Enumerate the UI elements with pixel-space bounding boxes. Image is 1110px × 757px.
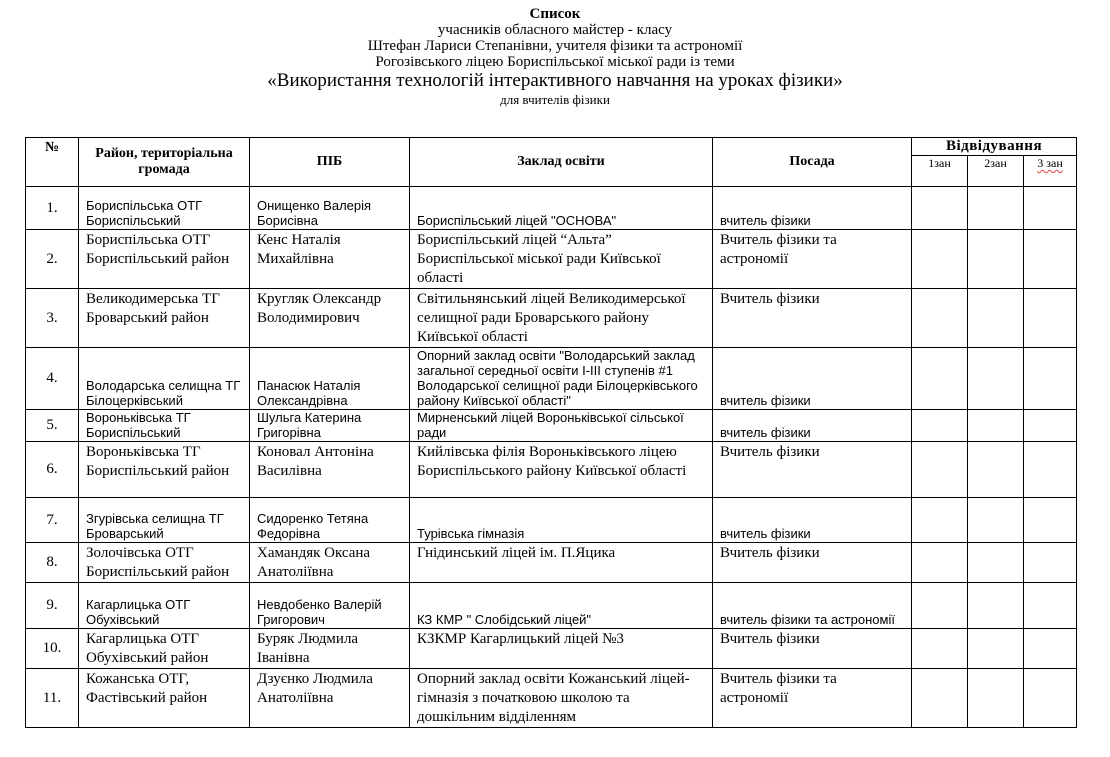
attendance-cell-session-1[interactable] — [912, 442, 968, 498]
cell-position: Вчитель фізики — [713, 289, 912, 348]
attendance-cell-session-3[interactable] — [1024, 498, 1077, 543]
cell-position: Вчитель фізики та астрономії — [713, 669, 912, 728]
attendance-cell-session-3[interactable] — [1024, 348, 1077, 410]
cell-district: Бориспільська ОТГ Бориспільський — [79, 187, 250, 230]
cell-district: Згурівська селищна ТГ Броварський — [79, 498, 250, 543]
row-number: 9. — [26, 583, 79, 629]
column-header-session-2: 2зан — [968, 156, 1024, 187]
row-number: 7. — [26, 498, 79, 543]
header-school-line: Рогозівського ліцею Бориспільської міської ради із теми — [375, 54, 735, 70]
cell-name: Хамандяк Оксана Анатоліївна — [250, 543, 410, 583]
cell-position: Вчитель фізики — [713, 442, 912, 498]
attendance-cell-session-3[interactable] — [1024, 442, 1077, 498]
header-topic: «Використання технологій інтерактивного навчання на уроках фізики» — [267, 70, 843, 91]
cell-position: вчитель фізики та астрономії — [713, 583, 912, 629]
cell-district: Кагарлицька ОТГ Обухівський район — [79, 629, 250, 669]
cell-institution: Бориспільський ліцей "ОСНОВА" — [410, 187, 713, 230]
table-row — [26, 543, 1077, 583]
attendance-cell-session-2[interactable] — [968, 289, 1024, 348]
cell-district: Вороньківська ТГ Бориспільський район — [79, 442, 250, 498]
column-header-attendance: Відвідування — [912, 138, 1077, 156]
attendance-cell-session-3[interactable] — [1024, 289, 1077, 348]
participants-table — [25, 137, 1077, 728]
attendance-cell-session-3[interactable] — [1024, 669, 1077, 728]
column-header-session-3: 3 зан — [1024, 156, 1077, 187]
attendance-cell-session-3[interactable] — [1024, 410, 1077, 442]
row-number: 5. — [26, 410, 79, 442]
attendance-cell-session-1[interactable] — [912, 498, 968, 543]
attendance-cell-session-1[interactable] — [912, 289, 968, 348]
cell-institution: Світильнянський ліцей Великодимерської селищної ради Броварського району Київської області — [410, 289, 713, 348]
attendance-cell-session-1[interactable] — [912, 543, 968, 583]
column-header-institution: Заклад освіти — [410, 138, 713, 187]
column-header-district: Район, територіальна громада — [79, 138, 250, 187]
row-number: 6. — [26, 442, 79, 498]
attendance-cell-session-2[interactable] — [968, 543, 1024, 583]
attendance-cell-session-3[interactable] — [1024, 583, 1077, 629]
row-number: 8. — [26, 543, 79, 583]
attendance-cell-session-1[interactable] — [912, 583, 968, 629]
table-row — [26, 669, 1077, 728]
attendance-cell-session-3[interactable] — [1024, 230, 1077, 289]
cell-district: Володарська селищна ТГ Білоцерківський — [79, 348, 250, 410]
cell-position: вчитель фізики — [713, 187, 912, 230]
cell-position: Вчитель фізики — [713, 543, 912, 583]
attendance-cell-session-3[interactable] — [1024, 187, 1077, 230]
cell-institution: КЗ КМР " Слобідський ліцей" — [410, 583, 713, 629]
cell-district: Кожанська ОТГ, Фастівський район — [79, 669, 250, 728]
cell-name: Невдобенко Валерій Григорович — [250, 583, 410, 629]
cell-district: Золочівська ОТГ Бориспільський район — [79, 543, 250, 583]
document-header — [0, 6, 1110, 108]
table-row — [26, 410, 1077, 442]
attendance-cell-session-2[interactable] — [968, 583, 1024, 629]
cell-institution: Турівська гімназія — [410, 498, 713, 543]
column-header-name: ПІБ — [250, 138, 410, 187]
table-row — [26, 348, 1077, 410]
cell-institution: КЗКМР Кагарлицький ліцей №3 — [410, 629, 713, 669]
cell-institution: Бориспільський ліцей “Альта” Бориспільської міської ради Київської області — [410, 230, 713, 289]
cell-position: вчитель фізики — [713, 410, 912, 442]
attendance-cell-session-1[interactable] — [912, 187, 968, 230]
cell-district: Бориспільська ОТГ Бориспільський район — [79, 230, 250, 289]
row-number: 11. — [26, 669, 79, 728]
cell-position: Вчитель фізики та астрономії — [713, 230, 912, 289]
list-title: Список — [529, 6, 581, 22]
column-header-number: № — [26, 138, 79, 187]
cell-name: Сидоренко Тетяна Федорівна — [250, 498, 410, 543]
column-header-position: Посада — [713, 138, 912, 187]
attendance-cell-session-1[interactable] — [912, 669, 968, 728]
cell-institution: Кийлівська філія Вороньківського ліцею Бориспільського району Київської області — [410, 442, 713, 498]
attendance-cell-session-1[interactable] — [912, 348, 968, 410]
cell-position: вчитель фізики — [713, 498, 912, 543]
attendance-cell-session-2[interactable] — [968, 348, 1024, 410]
attendance-cell-session-2[interactable] — [968, 498, 1024, 543]
cell-name: Дзуєнко Людмила Анатоліївна — [250, 669, 410, 728]
attendance-cell-session-1[interactable] — [912, 629, 968, 669]
cell-institution: Опорний заклад освіти Кожанський ліцей-гімназія з початковою школою та дошкільним відділенням — [410, 669, 713, 728]
attendance-cell-session-2[interactable] — [968, 187, 1024, 230]
cell-position: вчитель фізики — [713, 348, 912, 410]
table-row — [26, 187, 1077, 230]
attendance-cell-session-2[interactable] — [968, 410, 1024, 442]
attendance-cell-session-2[interactable] — [968, 442, 1024, 498]
cell-name: Кругляк Олександр Володимирович — [250, 289, 410, 348]
attendance-cell-session-2[interactable] — [968, 669, 1024, 728]
attendance-cell-session-2[interactable] — [968, 230, 1024, 289]
cell-name: Шульга Катерина Григорівна — [250, 410, 410, 442]
table-row — [26, 629, 1077, 669]
cell-district: Вороньківська ТГ Бориспільський — [79, 410, 250, 442]
row-number: 2. — [26, 230, 79, 289]
cell-position: Вчитель фізики — [713, 629, 912, 669]
table-row — [26, 230, 1077, 289]
table-row — [26, 442, 1077, 498]
row-number: 4. — [26, 348, 79, 410]
table-row — [26, 289, 1077, 348]
attendance-cell-session-2[interactable] — [968, 629, 1024, 669]
cell-institution: Гнідинський ліцей ім. П.Яцика — [410, 543, 713, 583]
cell-district: Кагарлицька ОТГ Обухівський — [79, 583, 250, 629]
cell-name: Кенс Наталія Михайлівна — [250, 230, 410, 289]
cell-name: Коновал Антоніна Василівна — [250, 442, 410, 498]
attendance-cell-session-3[interactable] — [1024, 543, 1077, 583]
cell-district: Великодимерська ТГ Броварський район — [79, 289, 250, 348]
row-number: 10. — [26, 629, 79, 669]
table-row — [26, 583, 1077, 629]
attendance-cell-session-3[interactable] — [1024, 629, 1077, 669]
cell-institution: Опорний заклад освіти "Володарський заклад загальної середньої освіти І-ІІІ ступенів #1 Володарської селищної ради Білоцерківського району Київської області" — [410, 348, 713, 410]
cell-name: Буряк Людмила Іванівна — [250, 629, 410, 669]
column-header-session-1: 1зан — [912, 156, 968, 187]
row-number: 3. — [26, 289, 79, 348]
attendance-cell-session-1[interactable] — [912, 230, 968, 289]
cell-name: Онищенко Валерія Борисівна — [250, 187, 410, 230]
header-audience: для вчителів фізики — [500, 92, 610, 107]
cell-institution: Мирненський ліцей Вороньківської сільської ради — [410, 410, 713, 442]
table-row — [26, 498, 1077, 543]
cell-name: Панасюк Наталія Олександрівна — [250, 348, 410, 410]
header-presenter-line: Штефан Лариси Степанівни, учителя фізики та астрономії — [367, 38, 743, 54]
row-number: 1. — [26, 187, 79, 230]
header-participants-line: учасників обласного майстер - класу — [437, 22, 673, 38]
attendance-cell-session-1[interactable] — [912, 410, 968, 442]
